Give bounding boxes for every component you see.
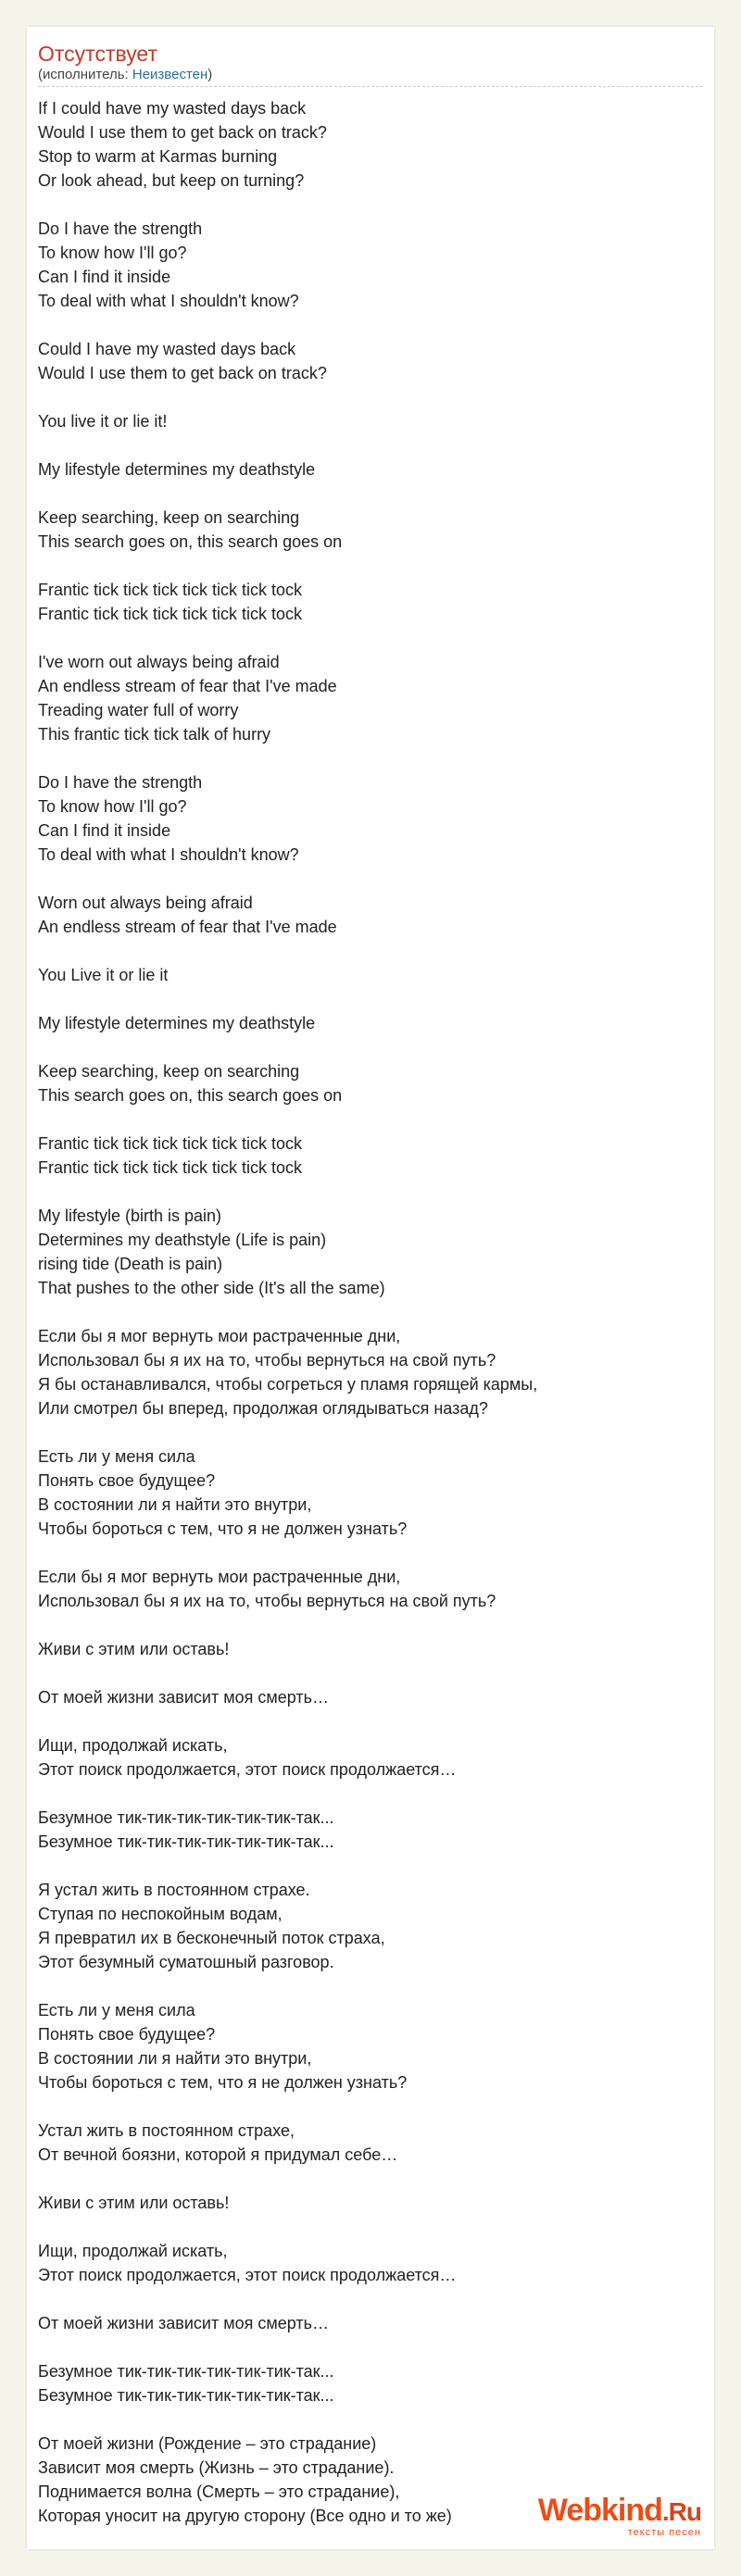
lyrics-line: My lifestyle (birth is pain)	[38, 1207, 222, 1225]
lyrics-stanza	[38, 963, 703, 987]
lyrics-line: Я бы останавливался, чтобы согреться у пламя горящей кармы,	[38, 1375, 538, 1394]
lyrics-line: Живи с этим или оставь!	[38, 1640, 230, 1658]
lyrics-line: An endless stream of fear that I've made	[38, 677, 337, 695]
logo-tld: .Ru	[661, 2497, 701, 2526]
lyrics-line: Do I have the strength	[38, 219, 203, 238]
lyrics-line: Если бы я мог вернуть мои растраченные дни,	[38, 1568, 401, 1586]
lyrics-line: Determines my deathstyle (Life is pain)	[38, 1231, 327, 1249]
lyrics-line: To know how I'll go?	[38, 244, 187, 262]
lyrics-stanza	[38, 2119, 703, 2167]
lyrics-line: Использовал бы я их на то, чтобы вернуться на свой путь?	[38, 1592, 496, 1610]
lyrics-card	[27, 27, 714, 2549]
lyrics-stanza	[38, 770, 703, 867]
lyrics-line: This search goes on, this search goes on	[38, 532, 343, 551]
lyrics-line: Ищи, продолжай искать,	[38, 2242, 228, 2260]
lyrics-stanza	[38, 1637, 703, 1661]
lyrics-stanza	[38, 2191, 703, 2215]
lyrics-stanza	[38, 2311, 703, 2335]
lyrics-line: To know how I'll go?	[38, 797, 187, 816]
lyrics-line: Этот безумный суматошный разговор.	[38, 1953, 334, 1971]
lyrics-line: Do I have the strength	[38, 773, 203, 792]
lyrics-line: That pushes to the other side (It's all the same)	[38, 1279, 385, 1297]
lyrics-line: От моей жизни зависит моя смерть…	[38, 1688, 329, 1707]
lyrics-line: rising tide (Death is pain)	[38, 1255, 223, 1273]
lyrics-line: Этот поиск продолжается, этот поиск продолжается…	[38, 2266, 457, 2284]
lyrics-line: Ищи, продолжай искать,	[38, 1736, 228, 1755]
lyrics-line: Которая уносит на другую сторону (Все одно и то же)	[38, 2507, 452, 2525]
lyrics-stanza	[38, 1132, 703, 1180]
lyrics-line: My lifestyle determines my deathstyle	[38, 1014, 316, 1032]
lyrics-stanza	[38, 1685, 703, 1709]
lyrics-line: To deal with what I shouldn't know?	[38, 292, 299, 310]
lyrics-line: Есть ли у меня сила	[38, 1447, 195, 1466]
page-title: Отсутствует	[38, 42, 157, 66]
lyrics-line: This frantic tick tick talk of hurry	[38, 725, 271, 744]
lyrics-line: Frantic tick tick tick tick tick tick tock	[38, 581, 303, 599]
artist-link[interactable]: Неизвестен	[132, 67, 208, 82]
lyrics-line: Keep searching, keep on searching	[38, 508, 300, 527]
lyrics-line: My lifestyle determines my deathstyle	[38, 460, 316, 479]
lyrics-line: Чтобы бороться с тем, что я не должен узнать?	[38, 1519, 408, 1538]
lyrics-line: Устал жить в постоянном страхе,	[38, 2121, 295, 2140]
lyrics-stanza	[38, 1444, 703, 1541]
lyrics-stanza	[38, 409, 703, 433]
lyrics-stanza	[38, 891, 703, 939]
lyrics-line: Зависит моя смерть (Жизнь – это страдание).	[38, 2458, 395, 2477]
lyrics-line: Если бы я мог вернуть мои растраченные дни,	[38, 1327, 401, 1345]
lyrics-line: Или смотрел бы вперед, продолжая оглядываться назад?	[38, 1399, 488, 1418]
lyrics-stanza	[38, 1733, 703, 1782]
lyrics-line: Worn out always being afraid	[38, 894, 253, 912]
lyrics-stanza	[38, 506, 703, 554]
lyrics-line: Я превратил их в бесконечный поток страха,	[38, 1929, 385, 1947]
artist-line	[38, 67, 212, 83]
lyrics-line: Поднимается волна (Смерть – это страдание),	[38, 2482, 400, 2501]
artist-suffix: )	[207, 67, 213, 82]
logo-wordmark	[538, 2495, 701, 2526]
lyrics-stanza	[38, 1806, 703, 1854]
lyrics-stanza	[38, 337, 703, 385]
lyrics-line: Этот поиск продолжается, этот поиск продолжается…	[38, 1760, 457, 1779]
lyrics-stanza	[38, 1565, 703, 1613]
lyrics-line: Есть ли у меня сила	[38, 2001, 195, 2020]
lyrics-stanza	[38, 217, 703, 313]
webkind-logo[interactable]	[538, 2495, 701, 2538]
lyrics-line: Or look ahead, but keep on turning?	[38, 171, 305, 190]
lyrics-line: Can I find it inside	[38, 268, 171, 286]
lyrics-line: Can I find it inside	[38, 821, 171, 840]
lyrics-line: Could I have my wasted days back	[38, 340, 296, 358]
lyrics-stanza	[38, 2239, 703, 2287]
lyrics-line: Безумное тик-тик-тик-тик-тик-тик-так...	[38, 1832, 334, 1851]
lyrics-line: You live it or lie it!	[38, 412, 168, 431]
logo-tagline: тексты песен	[627, 2527, 701, 2538]
lyrics-line: Я устал жить в постоянном страхе.	[38, 1881, 310, 1899]
lyrics-stanza	[38, 578, 703, 626]
lyrics-line: Stop to warm at Karmas burning	[38, 147, 278, 166]
lyrics-line: Безумное тик-тик-тик-тик-тик-тик-так...	[38, 2362, 334, 2381]
lyrics-line: Чтобы бороться с тем, что я не должен узнать?	[38, 2073, 408, 2092]
lyrics-body	[38, 96, 703, 2552]
lyrics-line: Безумное тик-тик-тик-тик-тик-тик-так...	[38, 1808, 334, 1827]
lyrics-line: I've worn out always being afraid	[38, 653, 280, 671]
lyrics-line: Frantic tick tick tick tick tick tick tock	[38, 1134, 303, 1153]
lyrics-line: If I could have my wasted days back	[38, 99, 307, 118]
artist-prefix: (исполнитель:	[38, 67, 132, 82]
lyrics-stanza	[38, 1998, 703, 2095]
lyrics-stanza	[38, 650, 703, 746]
lyrics-line: Treading water full of worry	[38, 701, 239, 719]
lyrics-line: Понять свое будущее?	[38, 1471, 216, 1490]
lyrics-line: This search goes on, this search goes on	[38, 1086, 343, 1105]
header-divider	[38, 86, 703, 87]
lyrics-line: To deal with what I shouldn't know?	[38, 845, 299, 864]
lyrics-stanza	[38, 1204, 703, 1300]
lyrics-line: Keep searching, keep on searching	[38, 1062, 300, 1081]
lyrics-stanza	[38, 1059, 703, 1107]
lyrics-line: В состоянии ли я найти это внутри,	[38, 1495, 312, 1514]
lyrics-line: Безумное тик-тик-тик-тик-тик-тик-так...	[38, 2386, 334, 2405]
lyrics-stanza	[38, 1324, 703, 1420]
lyrics-line: Использовал бы я их на то, чтобы вернуться на свой путь?	[38, 1351, 496, 1369]
lyrics-line: Frantic tick tick tick tick tick tick tock	[38, 1158, 303, 1177]
lyrics-line: В состоянии ли я найти это внутри,	[38, 2049, 312, 2068]
lyrics-line: Ступая по неспокойным водам,	[38, 1905, 283, 1923]
lyrics-line: От моей жизни (Рождение – это страдание)	[38, 2434, 377, 2453]
lyrics-stanza	[38, 2359, 703, 2407]
lyrics-stanza	[38, 1878, 703, 1974]
logo-main-text: Webkind	[537, 2493, 662, 2528]
lyrics-line: От моей жизни зависит моя смерть…	[38, 2314, 329, 2332]
lyrics-line: От вечной боязни, которой я придумал себе…	[38, 2145, 398, 2164]
lyrics-line: Frantic tick tick tick tick tick tick tock	[38, 605, 303, 623]
lyrics-line: You Live it or lie it	[38, 966, 169, 984]
lyrics-line: An endless stream of fear that I've made	[38, 918, 337, 936]
lyrics-stanza	[38, 1011, 703, 1035]
lyrics-line: Would I use them to get back on track?	[38, 364, 327, 382]
lyrics-line: Живи с этим или оставь!	[38, 2194, 230, 2212]
lyrics-line: Понять свое будущее?	[38, 2025, 216, 2044]
lyrics-stanza	[38, 457, 703, 481]
lyrics-line: Would I use them to get back on track?	[38, 123, 327, 142]
lyrics-stanza	[38, 96, 703, 193]
